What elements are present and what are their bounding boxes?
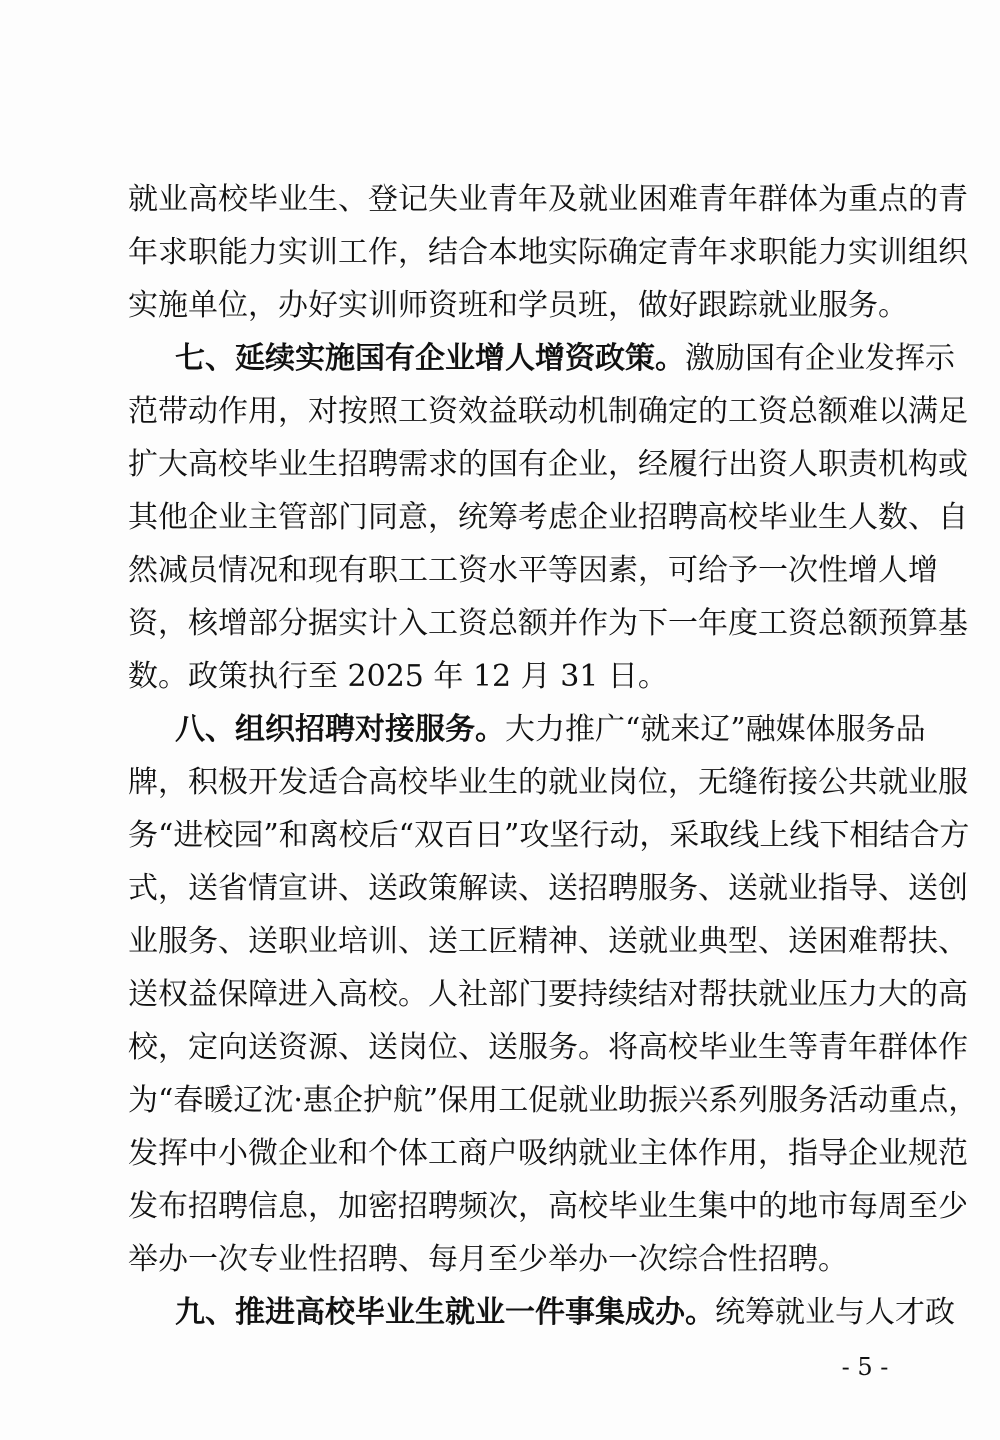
text-line-13: 务“进校园”和离校后“双百日”攻坚行动，采取线上线下相结合方 [128,818,970,853]
section-nine-first-line [175,1288,955,1338]
text-line-15: 业服务、送职业培训、送工匠精神、送就业典型、送困难帮扶、 [128,924,968,959]
text-line-22: 统筹就业与人才政 [715,1295,955,1330]
section-seven-heading: 七、延续实施国有企业增人增资政策。 [175,341,685,376]
text-line-3: 实施单位，办好实训师资班和学员班，做好跟踪就业服务。 [128,288,908,323]
text-line-9: 资，核增部分据实计入工资总额并作为下一年度工资总额预算基 [128,606,968,641]
text-line-8: 然减员情况和现有职工工资水平等因素，可给予一次性增人增 [128,553,938,588]
text-line-21: 举办一次专业性招聘、每月至少举办一次综合性招聘。 [128,1242,848,1277]
text-line-12: 牌，积极开发适合高校毕业生的就业岗位，无缝衔接公共就业服 [128,765,968,800]
text-line-7: 其他企业主管部门同意，统筹考虑企业招聘高校毕业生人数、自 [128,500,968,535]
text-line-1: 就业高校毕业生、登记失业青年及就业困难青年群体为重点的青 [128,182,968,217]
text-line-4: 激励国有企业发挥示 [685,341,955,376]
section-seven-first-line [175,334,955,384]
text-line-11: 大力推广“就来辽”融媒体服务品 [505,712,926,747]
page-number: - 5 - [841,1353,889,1381]
text-line-19: 发挥中小微企业和个体工商户吸纳就业主体作用，指导企业规范 [128,1136,968,1171]
section-eight-first-line [175,705,926,755]
text-line-18: 为“春暖辽沈·惠企护航”保用工促就业助振兴系列服务活动重点， [128,1083,979,1118]
section-nine-heading: 九、推进高校毕业生就业一件事集成办。 [175,1295,715,1330]
text-line-6: 扩大高校毕业生招聘需求的国有企业，经履行出资人职责机构或 [128,447,968,482]
text-line-14: 式，送省情宣讲、送政策解读、送招聘服务、送就业指导、送创 [128,871,968,906]
text-line-2: 年求职能力实训工作，结合本地实际确定青年求职能力实训组织 [128,235,968,270]
text-line-16: 送权益保障进入高校。人社部门要持续结对帮扶就业压力大的高 [128,977,968,1012]
text-line-20: 发布招聘信息，加密招聘频次，高校毕业生集中的地市每周至少 [128,1189,968,1224]
text-line-5: 范带动作用，对按照工资效益联动机制确定的工资总额难以满足 [128,394,968,429]
section-eight-heading: 八、组织招聘对接服务。 [175,712,505,747]
text-line-10: 数。政策执行至 2025 年 12 月 31 日。 [128,659,668,694]
text-line-17: 校，定向送资源、送岗位、送服务。将高校毕业生等青年群体作 [128,1030,968,1065]
